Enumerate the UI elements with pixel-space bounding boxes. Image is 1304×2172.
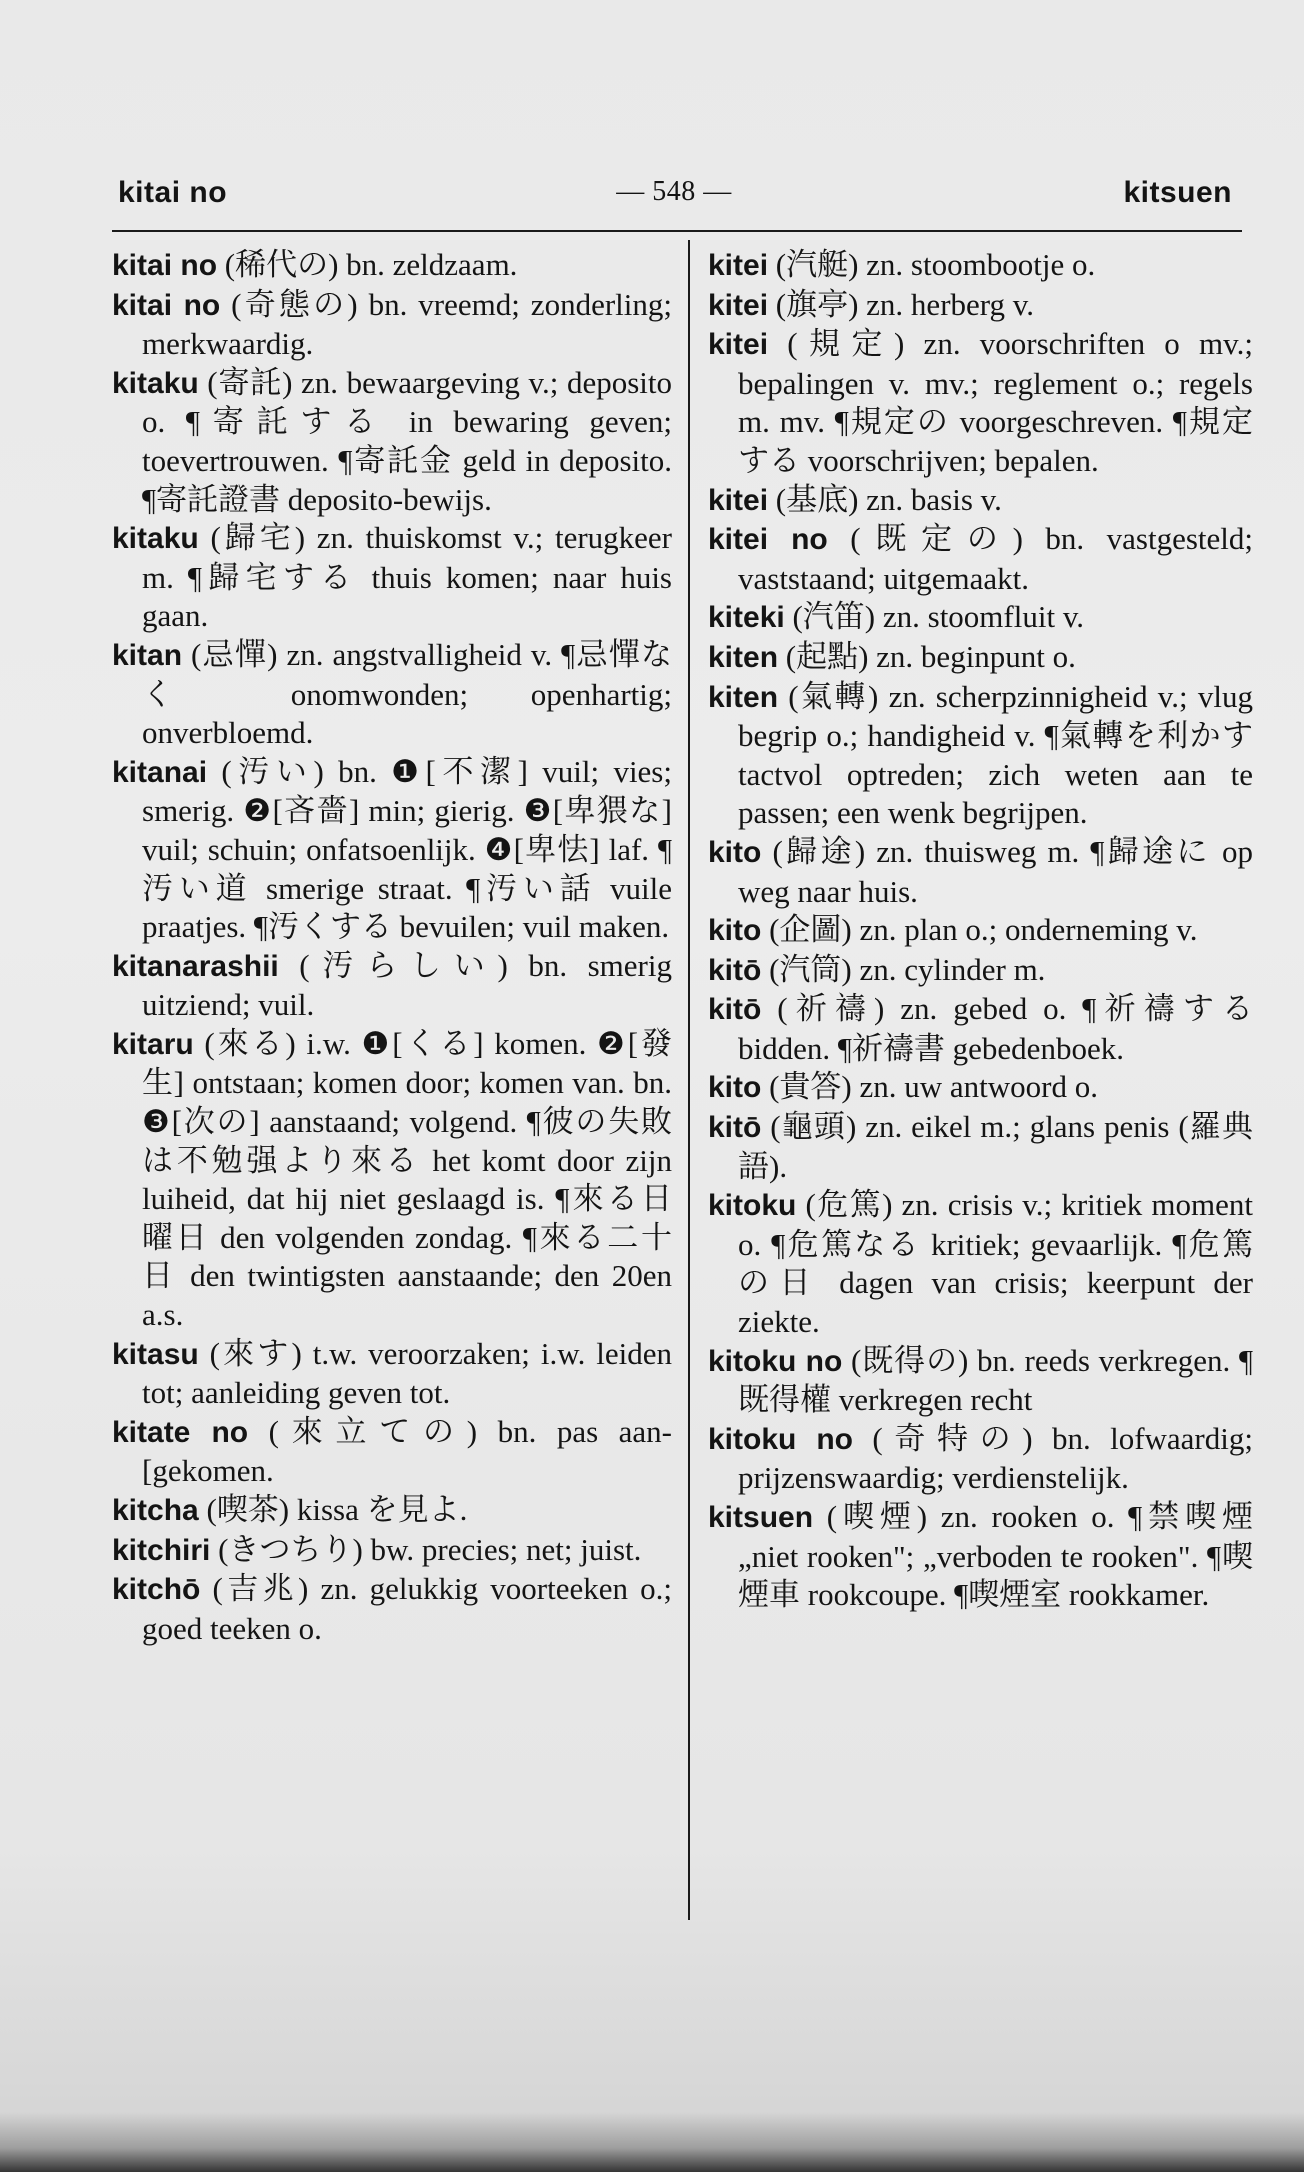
entry-headword: kitanarashii [112, 949, 279, 983]
dictionary-entry [112, 519, 672, 636]
entry-headword: kito [708, 914, 762, 948]
page-header [110, 172, 1238, 218]
entry-definition: (企圖) zn. plan o.; onderneming v. [761, 912, 1198, 948]
entry-definition: (龜頭) zn. eikel m.; glans penis (羅典語). [738, 1109, 1253, 1184]
dictionary-entry [112, 1570, 672, 1648]
entry-headword: kitoku no [708, 1422, 853, 1456]
entry-headword: kitei [708, 288, 769, 322]
header-right-guideword: kitsuen [1123, 176, 1232, 209]
entry-definition: (基底) zn. basis v. [768, 481, 1002, 517]
entry-definition: (汽筒) zn. cylinder m. [761, 951, 1046, 987]
dictionary-entry [112, 246, 672, 286]
entry-headword: kitoku [708, 1189, 797, 1223]
entry-headword: kito [708, 835, 762, 869]
entry-definition: (既定の) bn. vastgesteld; vaststaand; uitgemaakt. [738, 521, 1253, 596]
dictionary-entry [708, 325, 1253, 480]
dictionary-entry [708, 678, 1253, 833]
entry-definition: (奇特の) bn. lofwaardig; prijzenswaardig; verdienstelijk. [738, 1420, 1253, 1496]
dictionary-entry [708, 520, 1253, 598]
entry-headword: kitō [708, 953, 762, 987]
left-column [112, 246, 672, 1648]
page-number: — 548 — [616, 176, 732, 207]
entry-headword: kitanai [112, 755, 208, 789]
entry-definition: (來立ての) bn. pas aan- [gekomen. [142, 1413, 673, 1489]
entry-definition: (旗亭) zn. herberg v. [768, 286, 1035, 322]
entry-definition: (來る) i.w. ❶[くる] komen. ❷[發生] ontstaan; komen door; komen van. bn. ❸[次の] aanstaand; volgend. ¶彼の失敗は不勉强より來る het komt door zijn luiheid, dat hij niet geslaagd is. ¶來る日曜日 den volgenden zondag. ¶來る二十日 den twintigsten aanstaande; den 20en a.s. [142, 1025, 672, 1333]
entry-headword: kitcha [112, 1494, 199, 1527]
dictionary-entry [112, 1491, 672, 1531]
dictionary-entry [708, 1420, 1253, 1498]
dictionary-entry [112, 1531, 672, 1571]
entry-headword: kitō [708, 993, 762, 1027]
entry-headword: kitan [112, 638, 183, 672]
entry-definition: (既得の) bn. reeds verkregen. ¶既得權 verkregen recht [738, 1342, 1253, 1418]
entry-definition: (貴答) zn. uw antwoord o. [761, 1069, 1098, 1105]
entry-headword: kitō [708, 1111, 762, 1145]
entry-definition: (起點) zn. beginpunt o. [778, 638, 1076, 674]
entry-definition: (歸途) zn. thuisweg m. ¶歸途に op weg naar huis. [738, 833, 1253, 909]
entry-headword: kitaru [112, 1027, 194, 1061]
entry-definition: (奇態の) bn. vreemd; zonderling; merkwaardig. [142, 286, 672, 362]
dictionary-entry [708, 1108, 1253, 1186]
entry-definition: (喫茶) kissa を見よ. [198, 1492, 468, 1527]
entry-headword: kitei [708, 328, 769, 362]
entry-headword: kitchō [112, 1573, 201, 1607]
entry-headword: kitei [708, 249, 769, 282]
dictionary-entry [708, 1342, 1253, 1420]
entry-definition: (汚い) bn. ❶[不潔] vuil; vies; smerig. ❷[吝嗇] min; gierig. ❸[卑猥な] vuil; schuin; onfatsoenlijk. ❹[卑怯] laf. ¶汚い道 smerige straat. ¶汚い話 vuile praatjes. ¶汚くする bevuilen; vuil maken. [142, 753, 672, 945]
entry-headword: kitsuen [708, 1501, 814, 1534]
header-rule [112, 230, 1242, 232]
entry-definition: (きつちり) bw. precies; net; juist. [210, 1531, 642, 1567]
entry-headword: kitaku [112, 366, 199, 400]
right-column [708, 246, 1253, 1615]
entry-headword: kiten [708, 640, 779, 674]
dictionary-entry [708, 911, 1253, 951]
entry-definition: (危篤) zn. crisis v.; kritiek moment o. ¶危篤なる kritiek; gevaarlijk. ¶危篤の日 dagen van crisis; keerpunt der ziekte. [738, 1187, 1253, 1340]
dictionary-entry [708, 246, 1253, 286]
dictionary-entry [112, 1335, 672, 1413]
entry-headword: kitasu [112, 1337, 199, 1371]
dictionary-entry [112, 947, 672, 1025]
entry-definition: (歸宅) zn. thuiskomst v.; terugkeer m. ¶歸宅する thuis komen; naar huis gaan. [142, 520, 672, 634]
entry-headword: kitei no [708, 523, 828, 557]
dictionary-entry [708, 481, 1253, 521]
entry-definition: (寄託) zn. bewaargeving v.; deposito o. ¶寄託する in bewaring geven; toevertrouwen. ¶寄託金 geld in deposito. ¶寄託證書 deposito-bewijs. [142, 364, 672, 517]
entry-definition: (喫煙) zn. rooken o. ¶禁喫煙 „niet rooken"; „verboden te rooken". ¶喫煙車 rookcoupe. ¶喫煙室 rookkamer. [738, 1499, 1253, 1613]
dictionary-entry [708, 833, 1253, 911]
entry-definition: (稀代の) bn. zeldzaam. [217, 247, 518, 282]
column-divider [688, 240, 690, 1920]
entry-definition: (汽艇) zn. stoombootje o. [768, 247, 1096, 282]
entry-definition: (規定) zn. voorschriften o mv.; bepalingen v. mv.; reglement o.; regels m. mv. ¶規定の voorgeschreven. ¶規定する voorschrijven; bepalen. [738, 326, 1253, 478]
entry-definition: (氣轉) zn. scherpzinnigheid v.; vlug begrip o.; handigheid v. ¶氣轉を利かす tactvol optreden; zich weten aan te passen; een wenk begrijpen. [738, 678, 1253, 831]
dictionary-entry [708, 638, 1253, 678]
entry-headword: kitate no [112, 1415, 249, 1449]
dictionary-entry [112, 1413, 672, 1491]
dictionary-entry [708, 1068, 1253, 1108]
dictionary-entry [112, 1025, 672, 1335]
page-edge-shadow [0, 2112, 1304, 2172]
dictionary-entry [708, 951, 1253, 991]
entry-headword: kitei [708, 483, 769, 517]
entry-headword: kitchiri [112, 1533, 211, 1567]
entry-headword: kiteki [708, 601, 785, 635]
dictionary-entry [708, 286, 1253, 326]
dictionary-entry [112, 364, 672, 519]
entry-definition: (吉兆) zn. gelukkig voorteeken o.; goed teeken o. [142, 1571, 672, 1646]
dictionary-entry [708, 598, 1253, 638]
entry-headword: kitai no [112, 288, 221, 322]
entry-headword: kitaku [112, 522, 199, 556]
dictionary-entry [112, 286, 672, 364]
dictionary-entry [708, 990, 1253, 1068]
dictionary-entry [708, 1498, 1253, 1615]
entry-headword: kitai no [112, 249, 218, 282]
entry-definition: (來す) t.w. veroorzaken; i.w. leiden tot; aanleiding geven tot. [142, 1335, 672, 1411]
dictionary-entry [708, 1186, 1253, 1341]
dictionary-entry [112, 753, 672, 947]
dictionary-entry [112, 636, 672, 753]
entry-headword: kitoku no [708, 1344, 843, 1378]
entry-headword: kito [708, 1071, 762, 1105]
entry-definition: (祈禱) zn. gebed o. ¶祈禱する bidden. ¶祈禱書 gebedenboek. [738, 991, 1253, 1066]
header-left-guideword: kitai no [118, 176, 228, 209]
entry-headword: kiten [708, 680, 779, 714]
entry-definition: (汚らしい) bn. smerig uitziend; vuil. [142, 947, 672, 1023]
entry-definition: (汽笛) zn. stoomfluit v. [784, 599, 1085, 635]
entry-definition: (忌憚) zn. angstvalligheid v. ¶忌憚なく onomwonden; openhartig; onverbloemd. [142, 636, 672, 751]
